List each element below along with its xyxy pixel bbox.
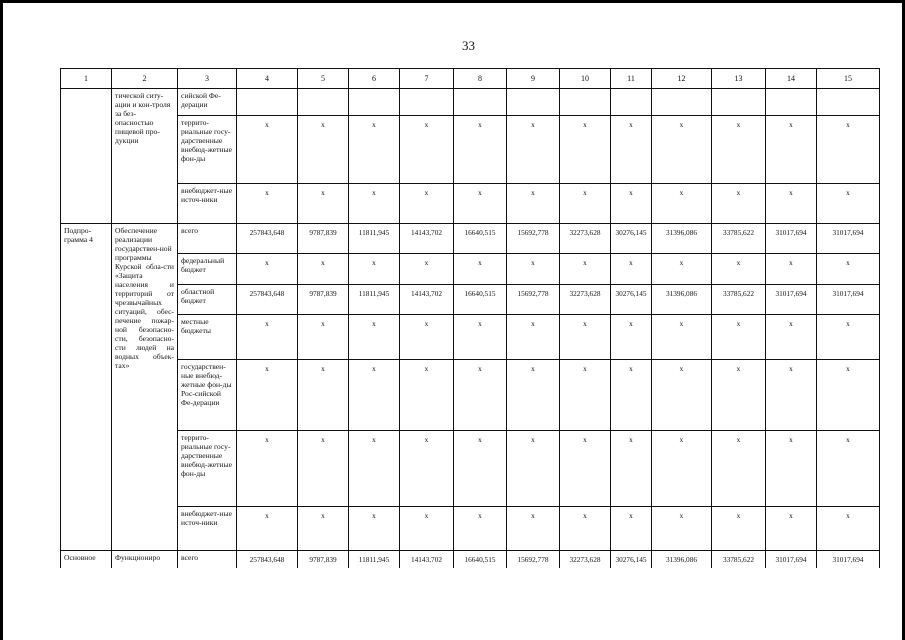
value-cell: х [560, 431, 611, 507]
header-col-7: 7 [400, 69, 454, 89]
value-cell: х [712, 315, 766, 360]
value-cell: х [712, 184, 766, 224]
header-col-11: 11 [611, 69, 652, 89]
value-cell: х [652, 116, 712, 184]
value-cell: х [507, 184, 560, 224]
value-cell: х [349, 360, 400, 431]
value-cell: х [652, 360, 712, 431]
value-cell: х [298, 507, 349, 551]
value-cell: х [766, 254, 817, 285]
value-cell [817, 89, 880, 116]
value-cell [507, 89, 560, 116]
value-cell: 14143,702 [400, 551, 454, 568]
value-cell: х [817, 254, 880, 285]
source-label: местные бюджеты [178, 315, 237, 360]
value-cell: 11811,945 [349, 285, 400, 315]
value-cell: 9787,839 [298, 285, 349, 315]
value-cell: 15692,778 [507, 551, 560, 568]
value-cell: 31396,086 [652, 224, 712, 254]
table-row [61, 551, 880, 568]
value-cell: х [454, 184, 507, 224]
table-row [61, 507, 880, 551]
value-cell: 32273,628 [560, 551, 611, 568]
subprogram-number: Подпро-грамма 4 [61, 224, 112, 551]
budget-table [60, 68, 880, 568]
main-event-label: Основное [61, 551, 112, 568]
value-cell: х [507, 360, 560, 431]
value-cell: х [507, 254, 560, 285]
value-cell [766, 89, 817, 116]
value-cell: х [611, 315, 652, 360]
value-cell: х [507, 507, 560, 551]
value-cell: х [611, 254, 652, 285]
value-cell: х [400, 360, 454, 431]
value-cell: х [766, 116, 817, 184]
value-cell: 31017,694 [817, 551, 880, 568]
value-cell: х [298, 315, 349, 360]
header-col-12: 12 [652, 69, 712, 89]
value-cell: х [454, 116, 507, 184]
source-label: террито-риальные госу-дарственные внебюд-жетные фон-ды [178, 116, 237, 184]
value-cell: х [817, 184, 880, 224]
value-cell: 32273,628 [560, 285, 611, 315]
header-col-8: 8 [454, 69, 507, 89]
header-col-2: 2 [112, 69, 178, 89]
value-cell: х [349, 184, 400, 224]
value-cell: х [298, 254, 349, 285]
table-row [61, 184, 880, 224]
value-cell: 31017,694 [817, 285, 880, 315]
value-cell [652, 89, 712, 116]
value-cell: х [712, 254, 766, 285]
value-cell: х [611, 507, 652, 551]
value-cell: х [652, 315, 712, 360]
value-cell: х [298, 431, 349, 507]
value-cell: х [652, 431, 712, 507]
value-cell: х [507, 315, 560, 360]
table-row [61, 254, 880, 285]
value-cell: 14143,702 [400, 224, 454, 254]
value-cell: х [560, 360, 611, 431]
source-label: всего [178, 551, 237, 568]
header-col-13: 13 [712, 69, 766, 89]
value-cell: х [454, 315, 507, 360]
value-cell: х [454, 431, 507, 507]
value-cell: 31017,694 [817, 224, 880, 254]
value-cell [712, 89, 766, 116]
value-cell: 30276,145 [611, 224, 652, 254]
value-cell: 31017,694 [766, 285, 817, 315]
source-label: внебюджет-ные источ-ники [178, 507, 237, 551]
value-cell: х [766, 431, 817, 507]
value-cell [400, 89, 454, 116]
value-cell: 11811,945 [349, 551, 400, 568]
value-cell: 257843,648 [237, 551, 298, 568]
value-cell: х [400, 315, 454, 360]
source-label: федеральный бюджет [178, 254, 237, 285]
value-cell: х [766, 507, 817, 551]
value-cell: 16640,515 [454, 285, 507, 315]
table-row [61, 116, 880, 184]
source-label: внебюджет-ные источ-ники [178, 184, 237, 224]
value-cell: х [400, 116, 454, 184]
header-col-10: 10 [560, 69, 611, 89]
value-cell [560, 89, 611, 116]
value-cell: 16640,515 [454, 551, 507, 568]
table-row [61, 224, 880, 254]
value-cell: х [400, 507, 454, 551]
value-cell: х [400, 184, 454, 224]
table-row [61, 315, 880, 360]
source-label: областной бюджет [178, 285, 237, 315]
header-row [61, 69, 880, 89]
value-cell [611, 89, 652, 116]
value-cell: х [454, 507, 507, 551]
table-row [61, 89, 880, 116]
subprogram-description: Обеспечение реализации государствен-ной программы Курской обла-сти «Защита населения и территорий от чрезвычайных ситуаций, обес-печение пожар-ной безопасно-сти, безопасно-сти людей на водных объек-тах» [112, 224, 178, 551]
col2-continued-text: тической ситу-ации и кон-троля за без-опасностью пищевой про-дукции [112, 89, 178, 224]
value-cell: х [454, 360, 507, 431]
header-col-3: 3 [178, 69, 237, 89]
value-cell: 33785,622 [712, 551, 766, 568]
value-cell: х [817, 360, 880, 431]
value-cell: х [237, 184, 298, 224]
value-cell: 14143,702 [400, 285, 454, 315]
value-cell: х [349, 315, 400, 360]
value-cell: 15692,778 [507, 285, 560, 315]
value-cell: х [454, 254, 507, 285]
value-cell: х [652, 184, 712, 224]
value-cell: х [817, 507, 880, 551]
value-cell: 32273,628 [560, 224, 611, 254]
value-cell: 33785,622 [712, 285, 766, 315]
value-cell: 9787,839 [298, 551, 349, 568]
value-cell: х [611, 184, 652, 224]
value-cell: х [712, 360, 766, 431]
value-cell: х [349, 507, 400, 551]
value-cell: х [400, 254, 454, 285]
value-cell: х [349, 254, 400, 285]
header-col-5: 5 [298, 69, 349, 89]
value-cell: 31017,694 [766, 551, 817, 568]
value-cell: 11811,945 [349, 224, 400, 254]
header-col-4: 4 [237, 69, 298, 89]
value-cell: х [237, 431, 298, 507]
value-cell: х [237, 116, 298, 184]
value-cell: х [652, 507, 712, 551]
value-cell: х [766, 315, 817, 360]
value-cell [237, 89, 298, 116]
value-cell: х [298, 184, 349, 224]
header-col-15: 15 [817, 69, 880, 89]
value-cell: х [298, 116, 349, 184]
source-label: всего [178, 224, 237, 254]
value-cell: х [349, 431, 400, 507]
value-cell: 33785,622 [712, 224, 766, 254]
table-row [61, 360, 880, 431]
value-cell: х [560, 254, 611, 285]
value-cell: х [560, 507, 611, 551]
table-row [61, 285, 880, 315]
value-cell [298, 89, 349, 116]
value-cell: х [817, 116, 880, 184]
value-cell: х [349, 116, 400, 184]
page-number: 33 [462, 38, 475, 53]
value-cell: х [611, 360, 652, 431]
value-cell: х [766, 360, 817, 431]
col1-empty-cell [61, 89, 112, 224]
header-col-9: 9 [507, 69, 560, 89]
value-cell: 16640,515 [454, 224, 507, 254]
value-cell: х [652, 254, 712, 285]
table-row [61, 431, 880, 507]
value-cell: 31017,694 [766, 224, 817, 254]
header-col-1: 1 [61, 69, 112, 89]
value-cell: х [400, 431, 454, 507]
value-cell: 257843,648 [237, 224, 298, 254]
value-cell: 257843,648 [237, 285, 298, 315]
value-cell: х [766, 184, 817, 224]
value-cell: 30276,145 [611, 285, 652, 315]
page-border-left [0, 0, 3, 640]
value-cell: х [712, 507, 766, 551]
value-cell: 15692,778 [507, 224, 560, 254]
main-event-description: Функциониро [112, 551, 178, 568]
value-cell: х [712, 116, 766, 184]
value-cell: х [560, 315, 611, 360]
header-col-14: 14 [766, 69, 817, 89]
value-cell: х [560, 184, 611, 224]
value-cell: х [560, 116, 611, 184]
value-cell: 30276,145 [611, 551, 652, 568]
value-cell: 31396,086 [652, 551, 712, 568]
value-cell: 9787,839 [298, 224, 349, 254]
value-cell: х [712, 431, 766, 507]
value-cell: х [507, 116, 560, 184]
value-cell: х [817, 431, 880, 507]
value-cell: х [611, 431, 652, 507]
source-label: сийской Фе-дерации [178, 89, 237, 116]
value-cell: 31396,086 [652, 285, 712, 315]
value-cell [349, 89, 400, 116]
header-col-6: 6 [349, 69, 400, 89]
value-cell: х [237, 507, 298, 551]
value-cell [454, 89, 507, 116]
value-cell: х [298, 360, 349, 431]
value-cell: х [817, 315, 880, 360]
value-cell: х [507, 431, 560, 507]
source-label: террито-риальные госу-дарственные внебюд-жетные фон-ды [178, 431, 237, 507]
source-label: государствен-ные внебюд-жетные фон-ды Рос-сийской Фе-дерации [178, 360, 237, 431]
page-border-top [0, 0, 905, 3]
value-cell: х [237, 315, 298, 360]
value-cell: х [237, 254, 298, 285]
value-cell: х [237, 360, 298, 431]
value-cell: х [611, 116, 652, 184]
